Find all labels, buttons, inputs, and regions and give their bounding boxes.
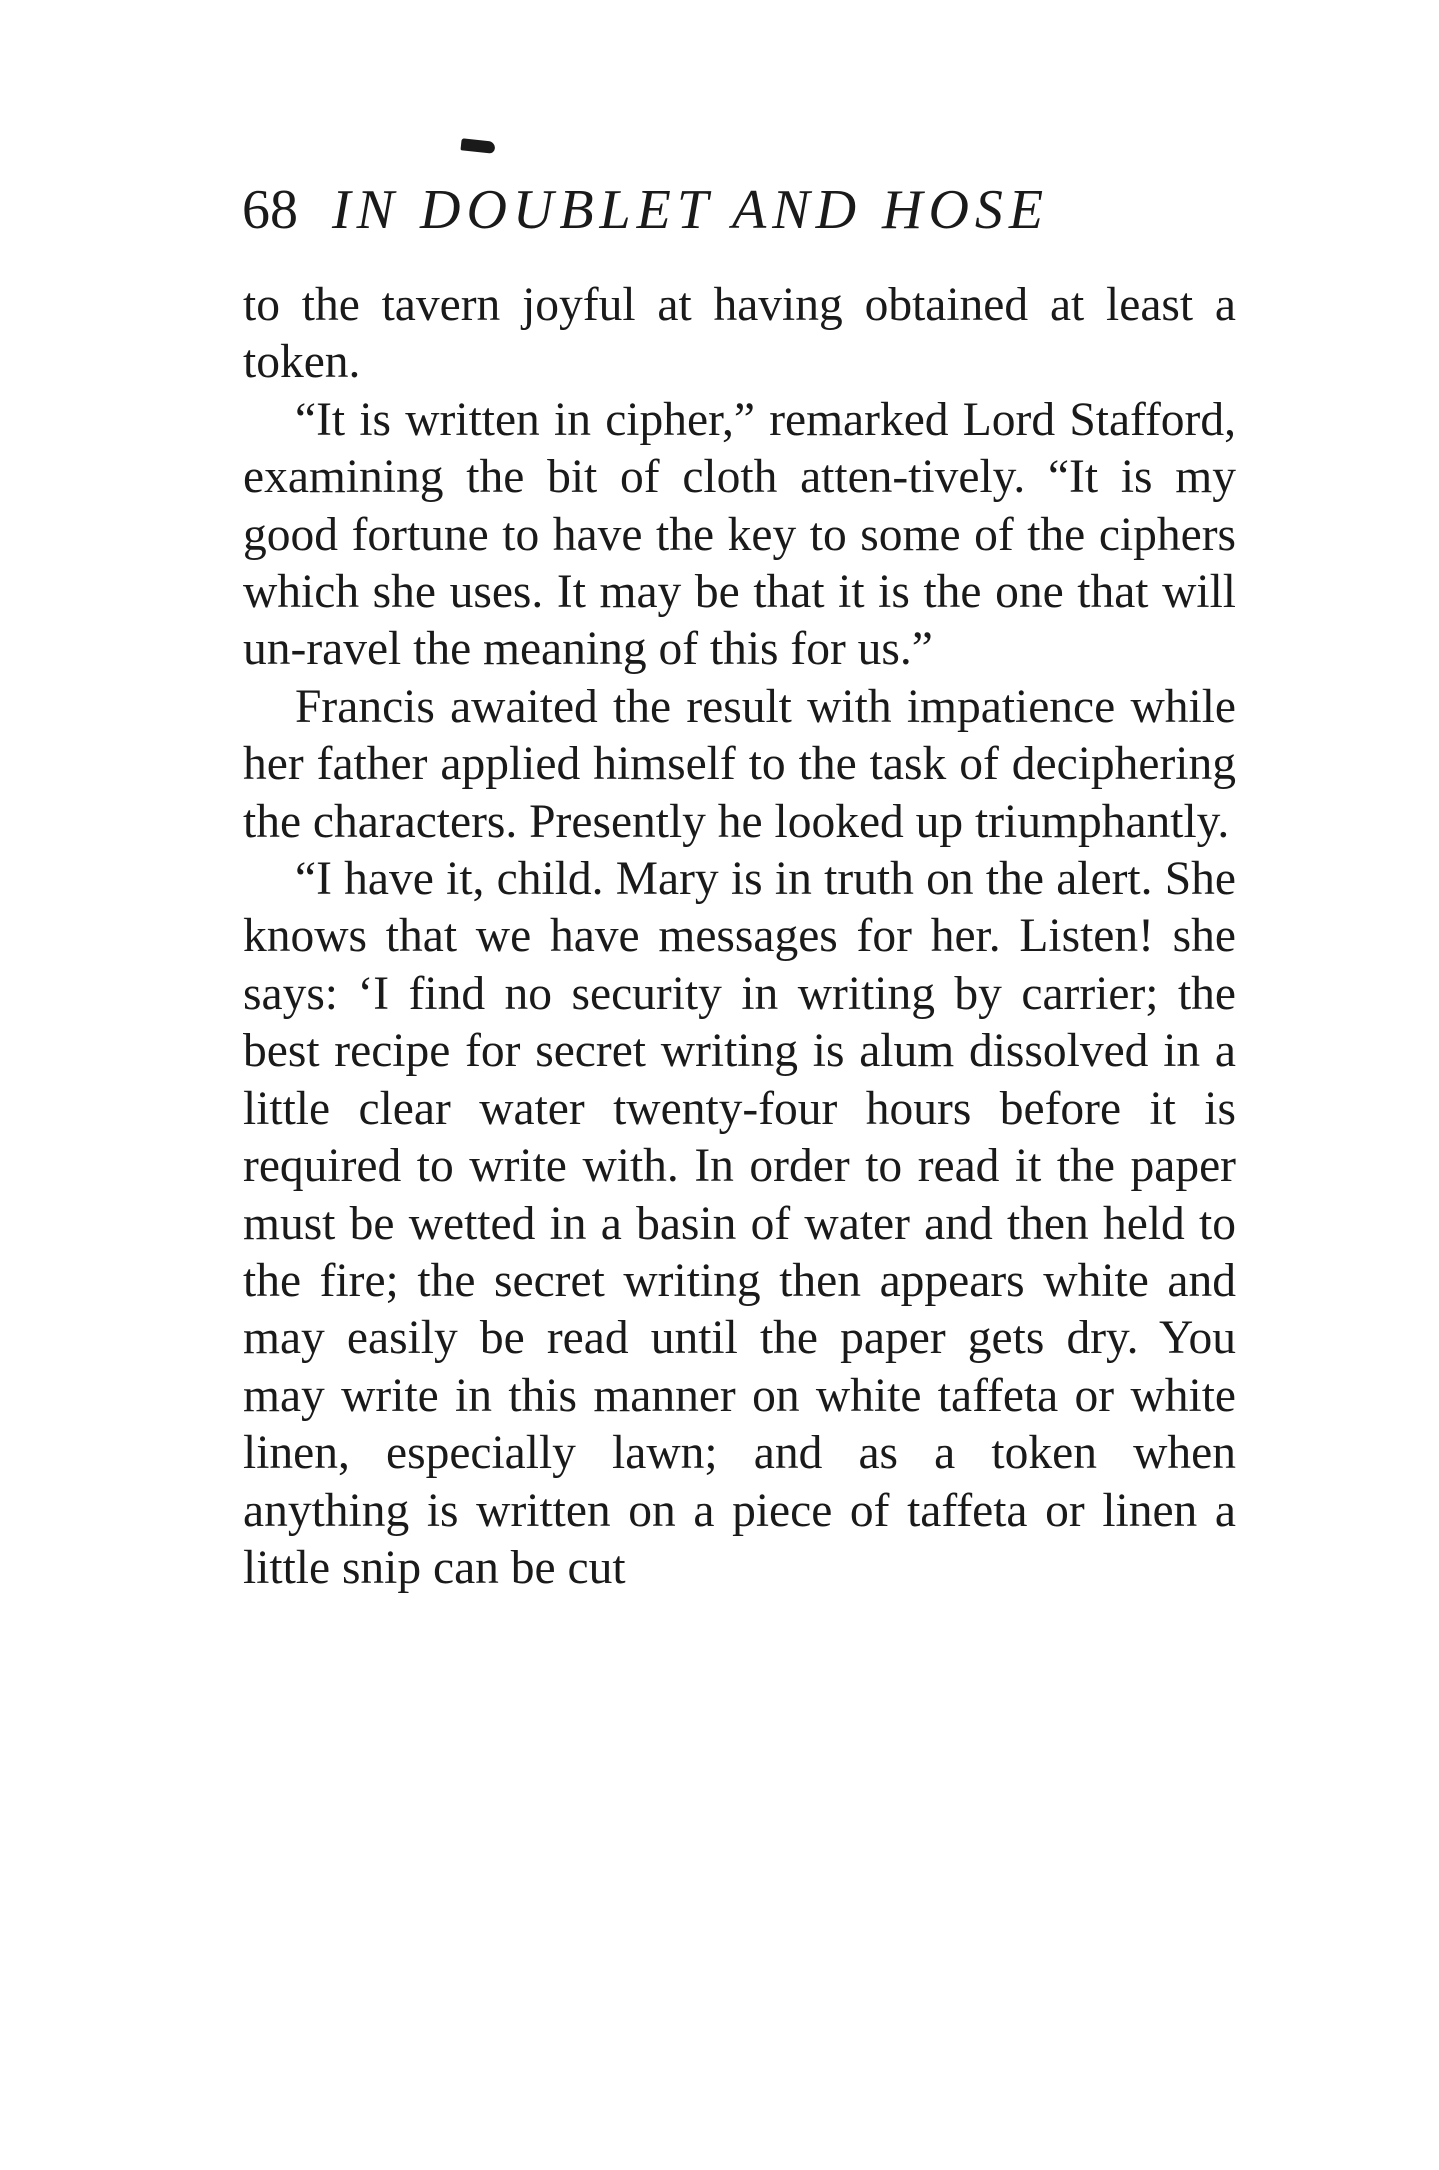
paragraph: Francis awaited the result with impatience while her father applied himself to the task of deciphering the characters. Presently he looked up triumphantly. [243,680,1236,848]
ink-blot-mark [460,138,495,153]
paragraph: “It is written in cipher,” remarked Lord Stafford, examining the bit of cloth atten-tively. “It is my good fortune to have the key to some of the ciphers which she uses. It may be that it is the one that will un-ravel the meaning of this for us.” [243,393,1236,676]
paragraph: “I have it, child. Mary is in truth on the alert. She knows that we have messages for her. Listen! she says: ‘I find no security in writing by carrier; the best recipe for secret writing is alum dissolved in a little clear water twenty-four hours before it is required to write with. In order to read it the paper must be wetted in a basin of water and then held to the fire; the secret writing then appears white and may easily be read until the paper gets dry. You may write in this manner on white taffeta or white linen, especially lawn; and as a token when anything is written on a piece of taffeta or linen a little snip can be cut [243,853,1236,1594]
body-text [243,277,1236,1597]
page-number: 68 [242,179,298,241]
page-header [242,170,1242,250]
paragraph: to the tavern joyful at having obtained at least a token. [243,279,1236,389]
running-title: IN DOUBLET AND HOSE [332,179,1050,241]
